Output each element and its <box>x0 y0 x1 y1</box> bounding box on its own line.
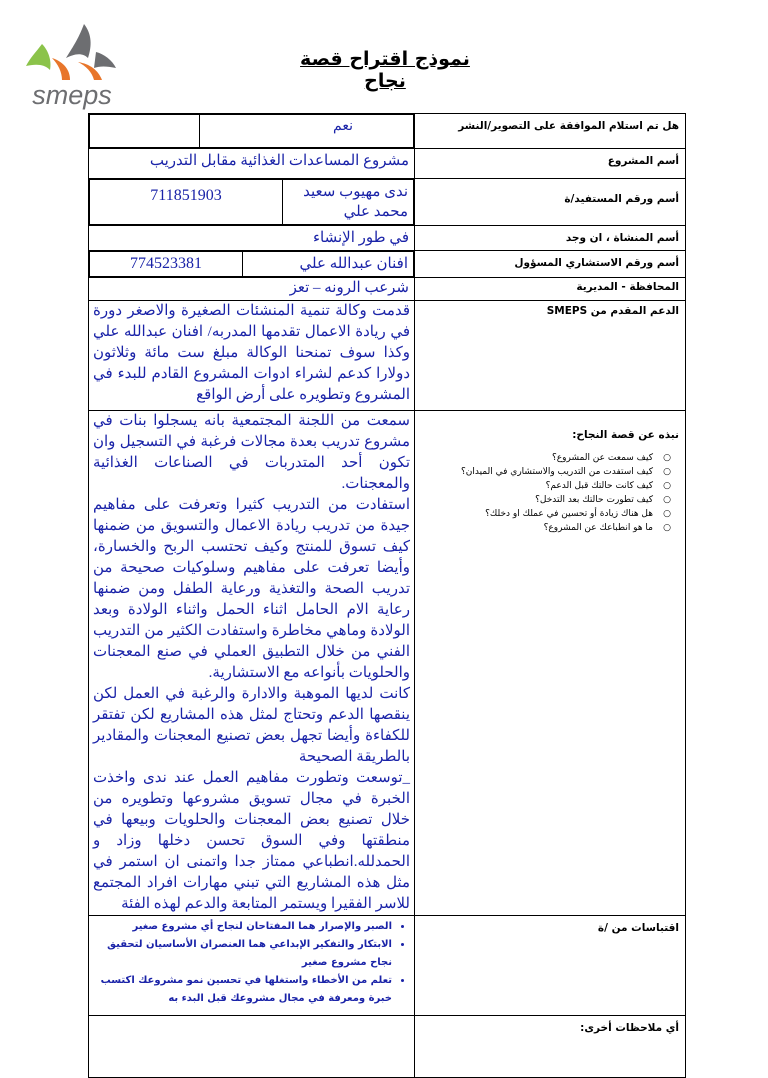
consultant-label: أسم ورقم الاستشاري المسؤول <box>415 251 686 278</box>
row-facility <box>89 226 686 251</box>
support-label: الدعم المقدم من SMEPS <box>415 301 686 411</box>
beneficiary-label: أسم ورقم المستفيد/ة <box>415 179 686 226</box>
story-label: نبذه عن قصة النجاح: <box>572 429 679 441</box>
project-label: أسم المشروع <box>415 149 686 179</box>
story-paragraph-4: _توسعت وتطورت مفاهيم العمل عند ندى واخذت الخبرة في مجال تسويق مشروعها وتطويره من خلال تصنيع بعض المعجنات والحلويات وبيعها في منطقتها وفي السوق تحسن دخلها وزاد و الحمدلله.انطباعي ممتاز جدا واتمنى ان استمر في مثل هذه المشاريع التي تبني مهارات افراد المجتمع للاسر الفقيرا ويستمر المتابعة والدعم لهذه الفئة <box>93 770 410 912</box>
governorate-value: شرعب الرونه – تعز <box>89 278 415 301</box>
list-item: ○ كيف استفدت من التدريب والاستشاري في الميدان؟ <box>419 465 671 479</box>
row-project <box>89 149 686 179</box>
list-item: ○ كيف كانت حالتك قبل الدعم؟ <box>419 479 671 493</box>
facility-value: في طور الإنشاء <box>89 226 415 251</box>
consent-label: هل تم استلام الموافقة على التصوير/النشر <box>415 114 686 149</box>
page-title: نموذج اقتراح قصة نجاح <box>300 48 470 92</box>
quotes-list <box>89 918 414 1008</box>
story-paragraph-3: كانت لديها الموهبة والادارة والرغبة في العمل لكن ينقصها الدعم وتحتاج لمثل هذه المشاريع لكن تفتقر للكفاءة وأيضا تجهل بعض تصنيع المعجنات والمقادير بالطريقة الصحيحة <box>93 686 410 765</box>
list-item: • الابتكار والتفكير الإبداعي هما العنصران الأساسيان لتحقيق نجاح مشروع صغير <box>93 936 392 972</box>
smeps-logo <box>22 18 122 114</box>
row-consent <box>89 114 686 149</box>
logo-text: smeps <box>32 80 112 110</box>
list-item: ○ كيف تطورت حالتك بعد التدخل؟ <box>419 493 671 507</box>
row-beneficiary <box>89 179 686 226</box>
list-item: ○ كيف سمعت عن المشروع؟ <box>419 451 671 465</box>
row-consultant <box>89 251 686 278</box>
story-questions <box>419 451 679 535</box>
consent-value: نعم <box>200 115 414 148</box>
notes-value <box>89 1016 415 1078</box>
story-form-table <box>88 113 686 1078</box>
list-item: ○ ما هو انطباعك عن المشروع؟ <box>419 521 671 535</box>
beneficiary-name: ندى مهيوب سعيد محمد علي <box>283 180 414 225</box>
row-support <box>89 301 686 411</box>
story-paragraph-1: سمعت من اللجنة المجتمعية بانه يسجلوا بنات في مشروع تدريب بعدة مجالات فرغبة في التسجيل وان تكون أحد المتدربات في الصناعات الغذائية والمعجنات. <box>93 413 410 492</box>
beneficiary-phone: 711851903 <box>90 180 283 225</box>
quotes-label: اقتباسات من /ة <box>415 916 686 1016</box>
story-paragraph-2: استفادت من التدريب كثيرا وتعرفت على مفاهيم جيدة من تدريب ريادة الاعمال والتسويق من ضمنها كيف تسوق للمنتج وكيف تحتسب الربح والخسارة، وأيضا تعرفت على مفاهيم وسلوكيات صحيحة من تدريب الصحة والتغذية ورعاية الطفل ومن ضمنها رعاية الام الحامل اثناء الحمل واثناء الولادة وبعد الولادة وماهي مخاطرة واستفادت الكثير من التدريب الفني من خلال التطبيق العملي في صنع المعجنات والحلويات بأنواعه مع الاستشارية. <box>93 497 410 681</box>
list-item: • الصبر والإصرار هما المفتاحان لنجاح أي مشروع صغير <box>93 918 392 936</box>
list-item: • تعلم من الأخطاء واستغلها في تحسين نمو مشروعك اكتسب خبرة ومعرفة في مجال مشروعك قبل البدء به <box>93 972 392 1008</box>
governorate-label: المحافظة - المديرية <box>415 278 686 301</box>
row-quotes <box>89 916 686 1016</box>
consultant-phone: 774523381 <box>90 252 243 277</box>
facility-label: أسم المنشاة ، ان وجد <box>415 226 686 251</box>
row-notes <box>89 1016 686 1078</box>
list-item: ○ هل هناك زيادة أو تحسين في عملك او دخلك؟ <box>419 507 671 521</box>
project-value: مشروع المساعدات الغذائية مقابل التدريب <box>89 149 415 179</box>
consultant-name: افنان عبدالله علي <box>243 252 414 277</box>
notes-label: أي ملاحظات أخرى: <box>415 1016 686 1078</box>
support-value: قدمت وكالة تنمية المنشئات الصغيرة والاصغر دورة في ريادة الاعمال تقدمها المدربه/ افنان عبدالله علي وكذا سوف تمنحنا الوكالة مبلغ ست مائة وثلاثون دولارا كدعم لشراء ادوات المشروع القادم للبدء في المشروع وتطويره على أرض الواقع <box>89 301 415 411</box>
row-governorate <box>89 278 686 301</box>
row-story <box>89 411 686 916</box>
